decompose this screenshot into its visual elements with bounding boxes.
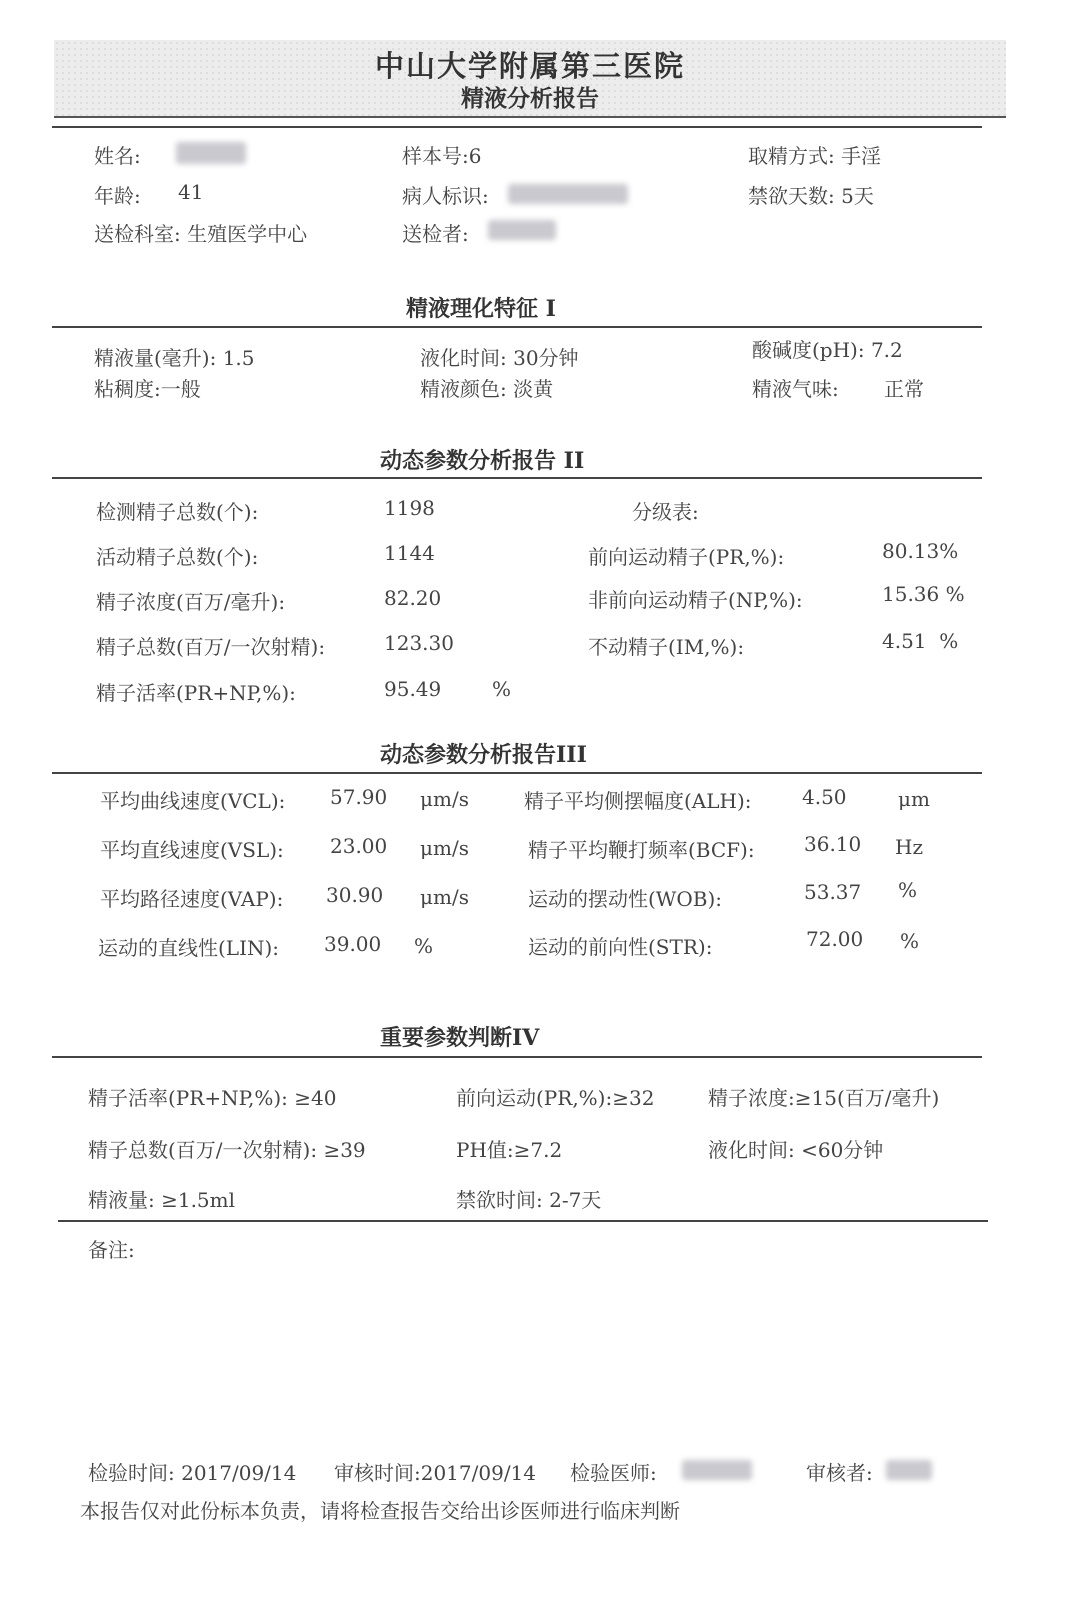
vsl-value: 23.00 <box>330 834 388 858</box>
section2-divider <box>52 477 982 479</box>
lin-unit: % <box>414 934 434 958</box>
age-label: 年龄: <box>94 184 141 208</box>
review-time: 审核时间:2017/09/14 <box>334 1461 537 1485</box>
concentration-label: 精子浓度(百万/毫升): <box>96 590 286 614</box>
name-redacted <box>176 142 246 164</box>
motile-count-label: 活动精子总数(个): <box>96 545 259 569</box>
pr-label: 前向运动精子(PR,%): <box>588 545 785 569</box>
ref-progressive: 前向运动(PR,%):≥32 <box>456 1086 655 1110</box>
bcf-unit: Hz <box>895 835 923 859</box>
total-per-ejaculate-label: 精子总数(百万/一次射精): <box>96 635 326 659</box>
pr-value: 80.13% <box>882 539 959 563</box>
vap-unit: μm/s <box>420 885 469 909</box>
sample-number: 样本号:6 <box>402 144 482 168</box>
str-value: 72.00 <box>806 927 864 951</box>
department: 送检科室: 生殖医学中心 <box>94 222 308 246</box>
wob-label: 运动的摆动性(WOB): <box>528 887 722 911</box>
vap-label: 平均路径速度(VAP): <box>100 887 284 911</box>
bcf-label: 精子平均鞭打频率(BCF): <box>528 838 755 862</box>
section4-title: 重要参数判断IV <box>380 1025 540 1051</box>
alh-label: 精子平均侧摆幅度(ALH): <box>524 789 752 813</box>
vcl-unit: μm/s <box>420 787 469 811</box>
odor-value: 正常 <box>884 377 924 401</box>
lin-value: 39.00 <box>324 932 382 956</box>
liquefaction-time: 液化时间: 30分钟 <box>420 346 579 370</box>
section3-divider <box>52 772 982 774</box>
section3-title: 动态参数分析报告III <box>380 742 587 768</box>
patient-id-redacted <box>508 184 628 204</box>
doctor-redacted <box>682 1460 752 1480</box>
vitality-label: 精子活率(PR+NP,%): <box>96 681 296 705</box>
str-unit: % <box>900 929 920 953</box>
patient-id-label: 病人标识: <box>402 184 489 208</box>
name-label: 姓名: <box>94 144 141 168</box>
section4-divider <box>52 1056 982 1058</box>
vitality-value: 95.49 <box>384 677 442 701</box>
concentration-value: 82.20 <box>384 586 442 610</box>
abstinence-days: 禁欲天数: 5天 <box>748 184 874 208</box>
odor-label: 精液气味: <box>752 377 839 401</box>
reviewer-label: 审核者: <box>806 1461 873 1485</box>
lin-label: 运动的直线性(LIN): <box>98 936 280 960</box>
ref-concentration: 精子浓度:≥15(百万/毫升) <box>708 1086 940 1110</box>
str-label: 运动的前向性(STR): <box>528 935 713 959</box>
alh-unit: μm <box>898 787 930 811</box>
ref-abstinence: 禁欲时间: 2-7天 <box>456 1188 602 1212</box>
sender-label: 送检者: <box>402 222 469 246</box>
motile-count-value: 1144 <box>384 541 435 565</box>
report-title: 精液分析报告 <box>461 85 599 112</box>
total-per-ejaculate-value: 123.30 <box>384 631 454 655</box>
bcf-value: 36.10 <box>804 832 862 856</box>
vitality-unit: % <box>492 677 512 701</box>
vcl-value: 57.90 <box>330 785 388 809</box>
vsl-label: 平均直线速度(VSL): <box>100 838 284 862</box>
section2-title: 动态参数分析报告 II <box>380 448 585 474</box>
section1-title: 精液理化特征 I <box>406 296 556 322</box>
vap-value: 30.90 <box>326 883 384 907</box>
test-time: 检验时间: 2017/09/14 <box>88 1461 297 1485</box>
vcl-label: 平均曲线速度(VCL): <box>100 789 286 813</box>
section4-bottom-divider <box>58 1220 988 1222</box>
collection-method: 取精方式: 手淫 <box>748 144 882 168</box>
ref-liquefaction: 液化时间: <60分钟 <box>708 1138 884 1162</box>
alh-value: 4.50 <box>802 785 847 809</box>
im-value: 4.51 % <box>882 629 959 653</box>
ref-ph: PH值:≥7.2 <box>456 1138 563 1162</box>
wob-value: 53.37 <box>804 880 862 904</box>
ref-total: 精子总数(百万/一次射精): ≥39 <box>88 1138 366 1162</box>
wob-unit: % <box>898 878 918 902</box>
semen-volume: 精液量(毫升): 1.5 <box>94 346 255 370</box>
section1-divider <box>52 326 982 328</box>
doctor-label: 检验医师: <box>570 1461 657 1485</box>
reviewer-redacted <box>886 1460 932 1480</box>
ref-motility: 精子活率(PR+NP,%): ≥40 <box>88 1086 337 1110</box>
remarks-label: 备注: <box>88 1238 135 1262</box>
hospital-name: 中山大学附属第三医院 <box>374 49 685 83</box>
semen-color: 精液颜色: 淡黄 <box>420 377 554 401</box>
ph-value: 酸碱度(pH): 7.2 <box>752 338 903 362</box>
np-label: 非前向运动精子(NP,%): <box>588 588 803 612</box>
sender-redacted <box>488 220 556 240</box>
im-label: 不动精子(IM,%): <box>588 635 745 659</box>
total-count-value: 1198 <box>384 496 435 520</box>
vsl-unit: μm/s <box>420 836 469 860</box>
grade-table-title: 分级表: <box>632 500 699 524</box>
age-value: 41 <box>178 180 204 204</box>
viscosity: 粘稠度:一般 <box>94 377 201 401</box>
np-value: 15.36 % <box>882 582 965 606</box>
disclaimer: 本报告仅对此份标本负责，请将检查报告交给出诊医师进行临床判断 <box>80 1499 680 1523</box>
total-count-label: 检测精子总数(个): <box>96 500 259 524</box>
ref-volume: 精液量: ≥1.5ml <box>88 1188 236 1212</box>
header-divider <box>52 126 982 128</box>
report-header <box>54 40 1006 118</box>
